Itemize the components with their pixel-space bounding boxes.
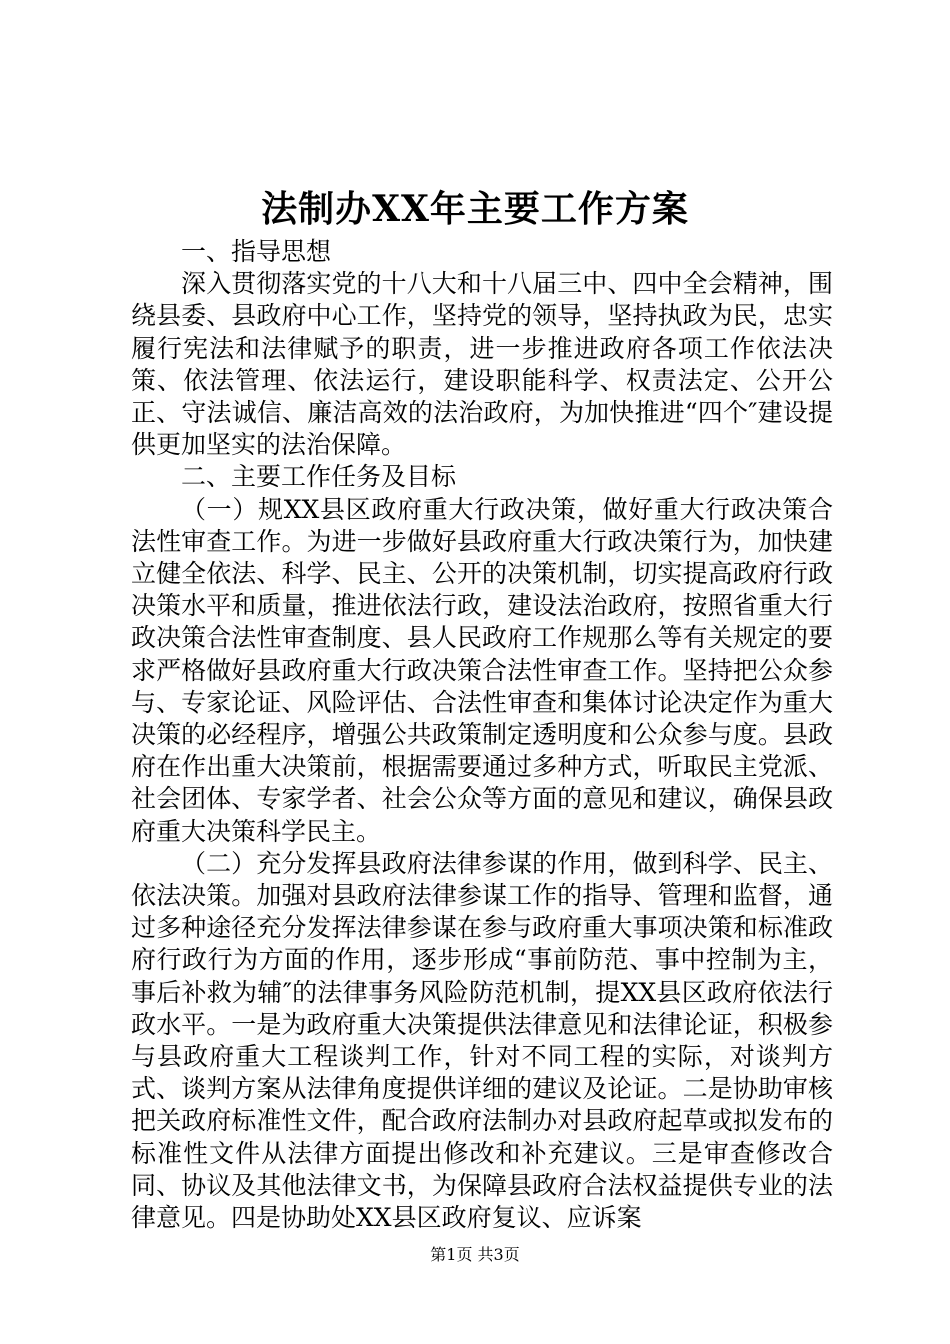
section-heading-guiding-thought: 一、指导思想 <box>181 237 332 266</box>
page-number-footer: 第1页 共3页 <box>430 1245 520 1264</box>
paragraph-task-two: （二）充分发挥县政府法律参谋的作用，做到科学、民主、依法决策。加强对县政府法律参谋工作的指导、管理和监督，通过多种途径充分发挥法律参谋在参与政府重大事项决策和标准政府行政行为方面的作用，逐步形成“事前防范、事中控制为主，事后补救为辅″的法律事务风险防范机制，提XX县区政府依法行政水平。一是为政府重大决策提供法律意见和法律论证，积极参与县政府重大工程谈判工作，针对不同工程的实际，对谈判方式、谈判方案从法律角度提供详细的建议及论证。二是协助审核把关政府标准性文件，配合政府法制办对县政府起草或拟发布的标准性文件从法律方面提出修改和补充建议。三是审查修改合同、协议及其他法律文书，为保障县政府合法权益提供专业的法律意见。四是协助处XX县区政府复议、应诉案 <box>131 848 833 1233</box>
section-heading-main-tasks: 二、主要工作任务及目标 <box>181 462 457 492</box>
paragraph-task-one: （一）规XX县区政府重大行政决策，做好重大行政决策合法性审查工作。为进一步做好县政府重大行政决策行为，加快建立健全依法、科学、民主、公开的决策机制，切实提高政府行政决策水平和质量，推进依法行政，建设法治政府，按照省重大行政决策合法性审查制度、县人民政府工作规那么等有关规定的要求严格做好县政府重大行政决策合法性审查工作。坚持把公众参与、专家论证、风险评估、合法性审查和集体讨论决定作为重大决策的必经程序，增强公共政策制定透明度和公众参与度。县政府在作出重大决策前，根据需要通过多种方式，听取民主党派、社会团体、专家学者、社会公众等方面的意见和建议，确保县政府重大决策科学民主。 <box>131 494 833 846</box>
document-title: 法制办XX年主要工作方案 <box>261 188 689 230</box>
paragraph-guiding-thought: 深入贯彻落实党的十八大和十八届三中、四中全会精神，围绕县委、县政府中心工作，坚持党的领导，坚持执政为民，忠实履行宪法和法律赋予的职责，进一步推进政府各项工作依法决策、依法管理、依法运行，建设职能科学、权责法定、公开公正、守法诚信、廉洁高效的法治政府，为加快推进“四个″建设提供更加坚实的法治保障。 <box>131 269 833 460</box>
document-body <box>131 236 833 1234</box>
